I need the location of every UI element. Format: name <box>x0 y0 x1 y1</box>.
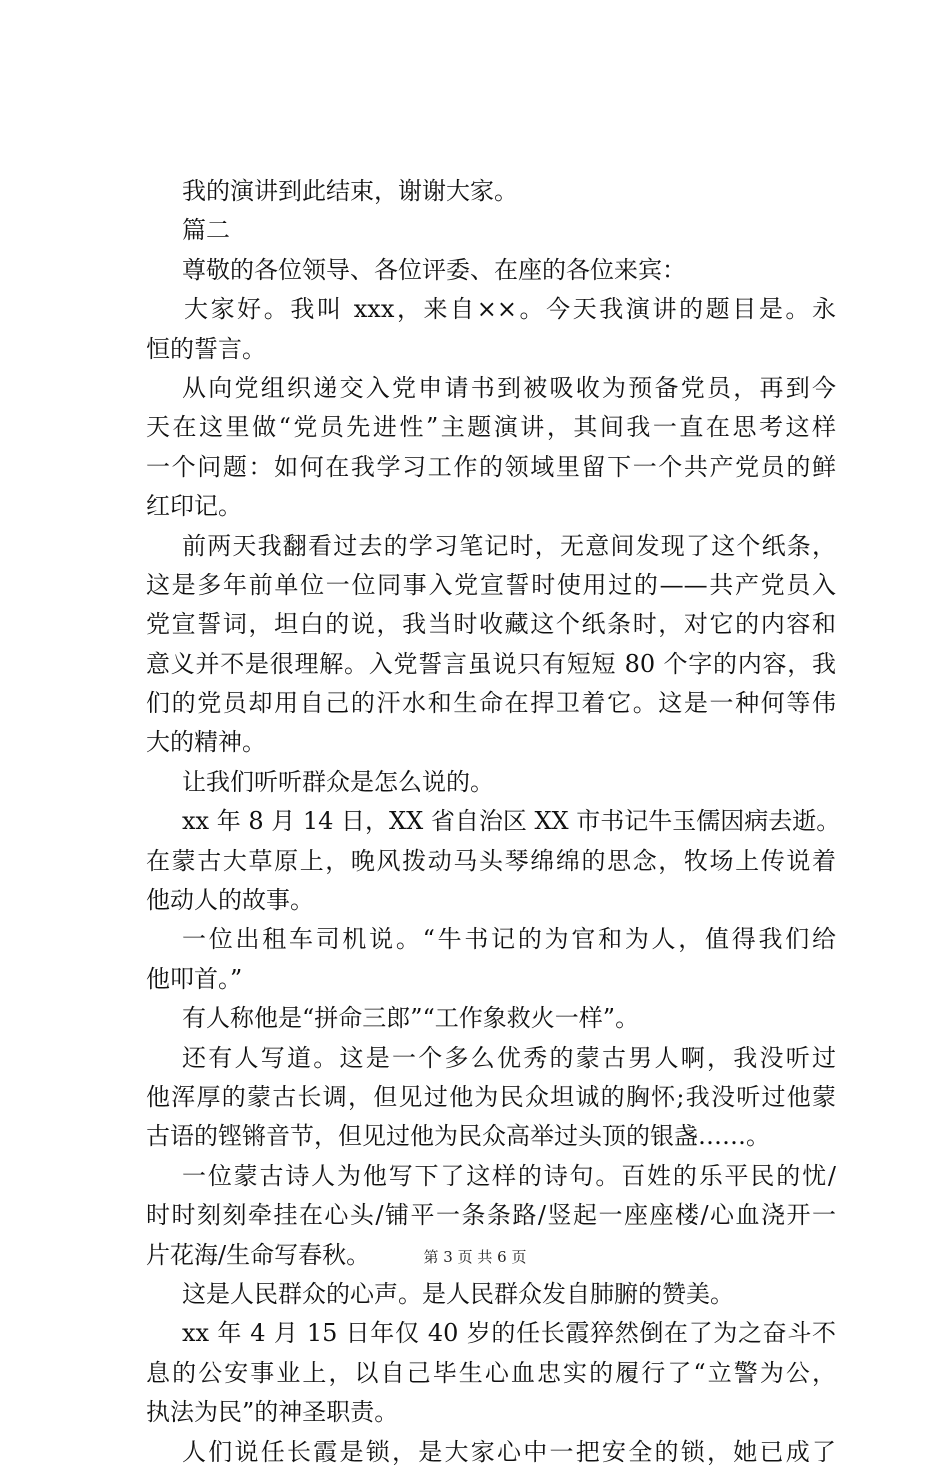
section-heading: 篇二 <box>182 216 230 245</box>
salutation-line: 尊敬的各位领导、各位评委、在座的各位来宾： <box>182 255 686 284</box>
page-number-footer: 第 3 页 共 6 页 <box>423 1248 527 1266</box>
text-line: 执法为民”的神圣职责。 <box>146 1398 399 1427</box>
text-line: 一位出租车司机说。“牛书记的为官和为人，值得我们给 <box>182 925 836 954</box>
text-line: 这是多年前单位一位同事入党宣誓时使用过的——共产党员入 <box>146 570 836 599</box>
text-line: 我的演讲到此结束，谢谢大家。 <box>182 177 518 205</box>
text-line: 红印记。 <box>146 492 242 521</box>
text-line: 让我们听听群众是怎么说的。 <box>182 767 494 796</box>
text-line: 这是人民群众的心声。是人民群众发自肺腑的赞美。 <box>182 1279 734 1308</box>
text-line: 在蒙古大草原上，晚风拨动马头琴绵绵的思念，牧场上传说着 <box>146 846 836 875</box>
text-line: 大的精神。 <box>146 728 266 757</box>
text-line: 党宣誓词，坦白的说，我当时收藏这个纸条时，对它的内容和 <box>146 610 836 639</box>
text-line: xx 年 8 月 14 日，XX 省自治区 XX 市书记牛玉儒因病去逝。 <box>182 807 841 836</box>
text-line: 还有人写道。这是一个多么优秀的蒙古男人啊，我没听过 <box>182 1043 836 1072</box>
text-line: 一位蒙古诗人为他写下了这样的诗句。百姓的乐平民的忧/ <box>182 1161 836 1190</box>
text-line: 大家好。我叫 xxx，来自××。今天我演讲的题目是。永 <box>184 295 836 324</box>
text-line: 片花海/生命写春秋。 <box>146 1240 371 1269</box>
text-line: 天在这里做“党员先进性”主题演讲，其间我一直在思考这样 <box>146 413 836 442</box>
text-line: 恒的誓言。 <box>146 334 266 363</box>
text-line: 息的公安事业上，以自己毕生心血忠实的履行了“立警为公， <box>146 1358 836 1387</box>
text-line: 时时刻刻牵挂在心头/铺平一条条路/竖起一座座楼/心血浇开一 <box>146 1201 836 1230</box>
text-line: 一个问题：如何在我学习工作的领域里留下一个共产党员的鲜 <box>146 452 836 481</box>
text-line: 古语的铿锵音节，但见过他为民众高举过头顶的银盏……。 <box>146 1122 770 1151</box>
text-line: xx 年 4 月 15 日年仅 40 岁的任长霞猝然倒在了为之奋斗不 <box>182 1319 836 1348</box>
text-line: 意义并不是很理解。入党誓言虽说只有短短 80 个字的内容，我 <box>146 649 836 678</box>
text-line: 们的党员却用自己的汗水和生命在捍卫着它。这是一种何等伟 <box>146 689 836 718</box>
text-line: 他叩首。” <box>146 964 243 993</box>
text-line: 从向党组织递交入党申请书到被吸收为预备党员，再到今 <box>182 373 836 402</box>
document-body <box>146 172 841 1472</box>
text-line: 他动人的故事。 <box>146 886 314 915</box>
text-line: 人们说任长霞是锁，是大家心中一把安全的锁，她已成了 <box>182 1437 836 1466</box>
text-line: 前两天我翻看过去的学习笔记时，无意间发现了这个纸条， <box>182 531 836 560</box>
text-line: 他浑厚的蒙古长调，但见过他为民众坦诚的胸怀;我没听过他蒙 <box>146 1082 836 1111</box>
text-line: 有人称他是“拼命三郎”“工作象救火一样”。 <box>182 1004 640 1033</box>
